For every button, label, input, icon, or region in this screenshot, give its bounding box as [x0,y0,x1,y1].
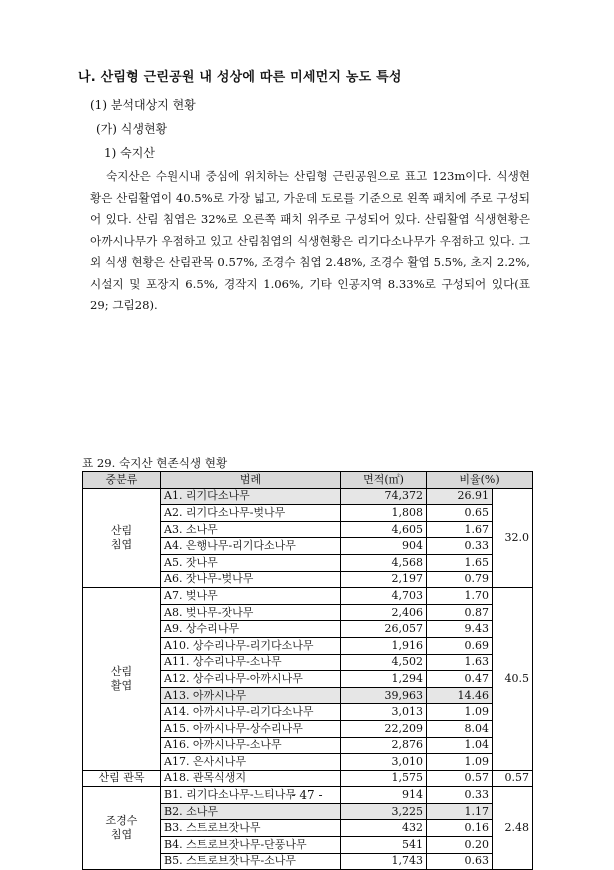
ratio-cell: 0.16 [427,820,493,837]
ratio-cell: 1.04 [427,737,493,754]
legend-cell: A15. 아까시나무-상수리나무 [161,720,341,737]
ratio-cell: 0.47 [427,671,493,688]
category-total-cell: 2.48 [493,787,533,870]
area-cell: 3,013 [341,704,427,721]
legend-cell: B5. 스트로브잣나무-소나무 [161,853,341,870]
legend-cell: B3. 스트로브잣나무 [161,820,341,837]
ratio-cell: 0.57 [427,770,493,787]
legend-cell: A17. 은사시나무 [161,754,341,771]
area-cell: 4,502 [341,654,427,671]
ratio-cell: 0.20 [427,837,493,854]
category-total-cell: 40.5 [493,588,533,771]
category-cell: 산림 관목 [83,770,161,787]
ratio-cell: 0.33 [427,787,493,804]
category-total-cell: 0.57 [493,770,533,787]
area-cell: 914 [341,787,427,804]
ratio-cell: 1.17 [427,803,493,820]
subheading-3: 1) 숙지산 [104,146,155,160]
area-cell: 3,225 [341,803,427,820]
area-cell: 22,209 [341,720,427,737]
header-area: 면적(㎡) [341,472,427,489]
legend-cell: A6. 잣나무-벚나무 [161,571,341,588]
table-row [83,588,533,605]
ratio-cell: 0.65 [427,505,493,522]
area-cell: 432 [341,820,427,837]
header-category: 중분류 [83,472,161,489]
legend-cell: A16. 아까시나무-소나무 [161,737,341,754]
legend-cell: A10. 상수리나무-리기다소나무 [161,637,341,654]
subheading-2: (가) 식생현황 [96,122,168,136]
body-paragraph: 숙지산은 수원시내 중심에 위치하는 산림형 근린공원으로 표고 123m이다. 식생현황은 산림활엽이 40.5%로 가장 넓고, 가운데 도로를 기준으로 왼쪽 패치에 주로 구성되어 있다. 산림 침엽은 32%로 오른쪽 패치 위주로 구성되어 있다. 산림활엽 식생현황은 아까시나무가 우점하고 있고 산림침엽의 식생현황은 리기다소나무가 우점하고 있다. 그 외 식생 현황은 산림관목 0.57%, 조경수 침엽 2.48%, 조경수 활엽 5.5%, 초지 2.2%, 시설지 및 포장지 6.5%, 경작지 1.06%, 기타 인공지역 8.33%로 구성되어 있다(표 29; 그림28). [90,169,530,312]
table-body [83,488,533,870]
area-cell: 2,197 [341,571,427,588]
vegetation-table [82,471,533,870]
ratio-cell: 1.63 [427,654,493,671]
area-cell: 4,568 [341,554,427,571]
ratio-cell: 0.87 [427,604,493,621]
ratio-cell: 0.69 [427,637,493,654]
subheading-1: (1) 분석대상지 현황 [90,98,196,112]
area-cell: 1,294 [341,671,427,688]
header-ratio: 비율(%) [427,472,533,489]
legend-cell: B1. 리기다소나무-느티나무 [161,787,341,804]
legend-cell: A13. 아까시나무 [161,687,341,704]
category-cell: 조경수 침엽 [83,787,161,870]
legend-cell: A14. 아까시나무-리기다소나무 [161,704,341,721]
ratio-cell: 8.04 [427,720,493,737]
legend-cell: B2. 소나무 [161,803,341,820]
legend-cell: B4. 스트로브잣나무-단풍나무 [161,837,341,854]
table-row [83,488,533,505]
ratio-cell: 1.70 [427,588,493,605]
legend-cell: A4. 은행나무-리기다소나무 [161,538,341,555]
area-cell: 2,406 [341,604,427,621]
legend-cell: A3. 소나무 [161,521,341,538]
ratio-cell: 14.46 [427,687,493,704]
header-legend: 범례 [161,472,341,489]
ratio-cell: 1.67 [427,521,493,538]
area-cell: 541 [341,837,427,854]
legend-cell: A12. 상수리나무-아까시나무 [161,671,341,688]
area-cell: 904 [341,538,427,555]
ratio-cell: 1.09 [427,704,493,721]
ratio-cell: 9.43 [427,621,493,638]
legend-cell: A8. 벚나무-잣나무 [161,604,341,621]
ratio-cell: 1.09 [427,754,493,771]
legend-cell: A11. 상수리나무-소나무 [161,654,341,671]
section-heading: 나. 산림형 근린공원 내 성상에 따른 미세먼지 농도 특성 [78,70,402,85]
area-cell: 1,575 [341,770,427,787]
legend-cell: A5. 잣나무 [161,554,341,571]
ratio-cell: 26.91 [427,488,493,505]
ratio-cell: 0.63 [427,853,493,870]
table-row [83,770,533,787]
area-cell: 74,372 [341,488,427,505]
category-cell: 산림 활엽 [83,588,161,771]
ratio-cell: 0.33 [427,538,493,555]
legend-cell: A1. 리기다소나무 [161,488,341,505]
category-cell: 산림 침엽 [83,488,161,588]
area-cell: 4,605 [341,521,427,538]
area-cell: 2,876 [341,737,427,754]
area-cell: 4,703 [341,588,427,605]
legend-cell: A7. 벚나무 [161,588,341,605]
area-cell: 1,916 [341,637,427,654]
area-cell: 3,010 [341,754,427,771]
area-cell: 1,808 [341,505,427,522]
area-cell: 1,743 [341,853,427,870]
table-header-row [83,472,533,489]
page-number: - 47 - [291,788,323,802]
area-cell: 26,057 [341,621,427,638]
legend-cell: A2. 리기다소나무-벚나무 [161,505,341,522]
ratio-cell: 1.65 [427,554,493,571]
area-cell: 39,963 [341,687,427,704]
table-caption: 표 29. 숙지산 현존식생 현황 [82,456,228,470]
ratio-cell: 0.79 [427,571,493,588]
legend-cell: A9. 상수리나무 [161,621,341,638]
legend-cell: A18. 관목식생지 [161,770,341,787]
category-total-cell: 32.0 [493,488,533,588]
